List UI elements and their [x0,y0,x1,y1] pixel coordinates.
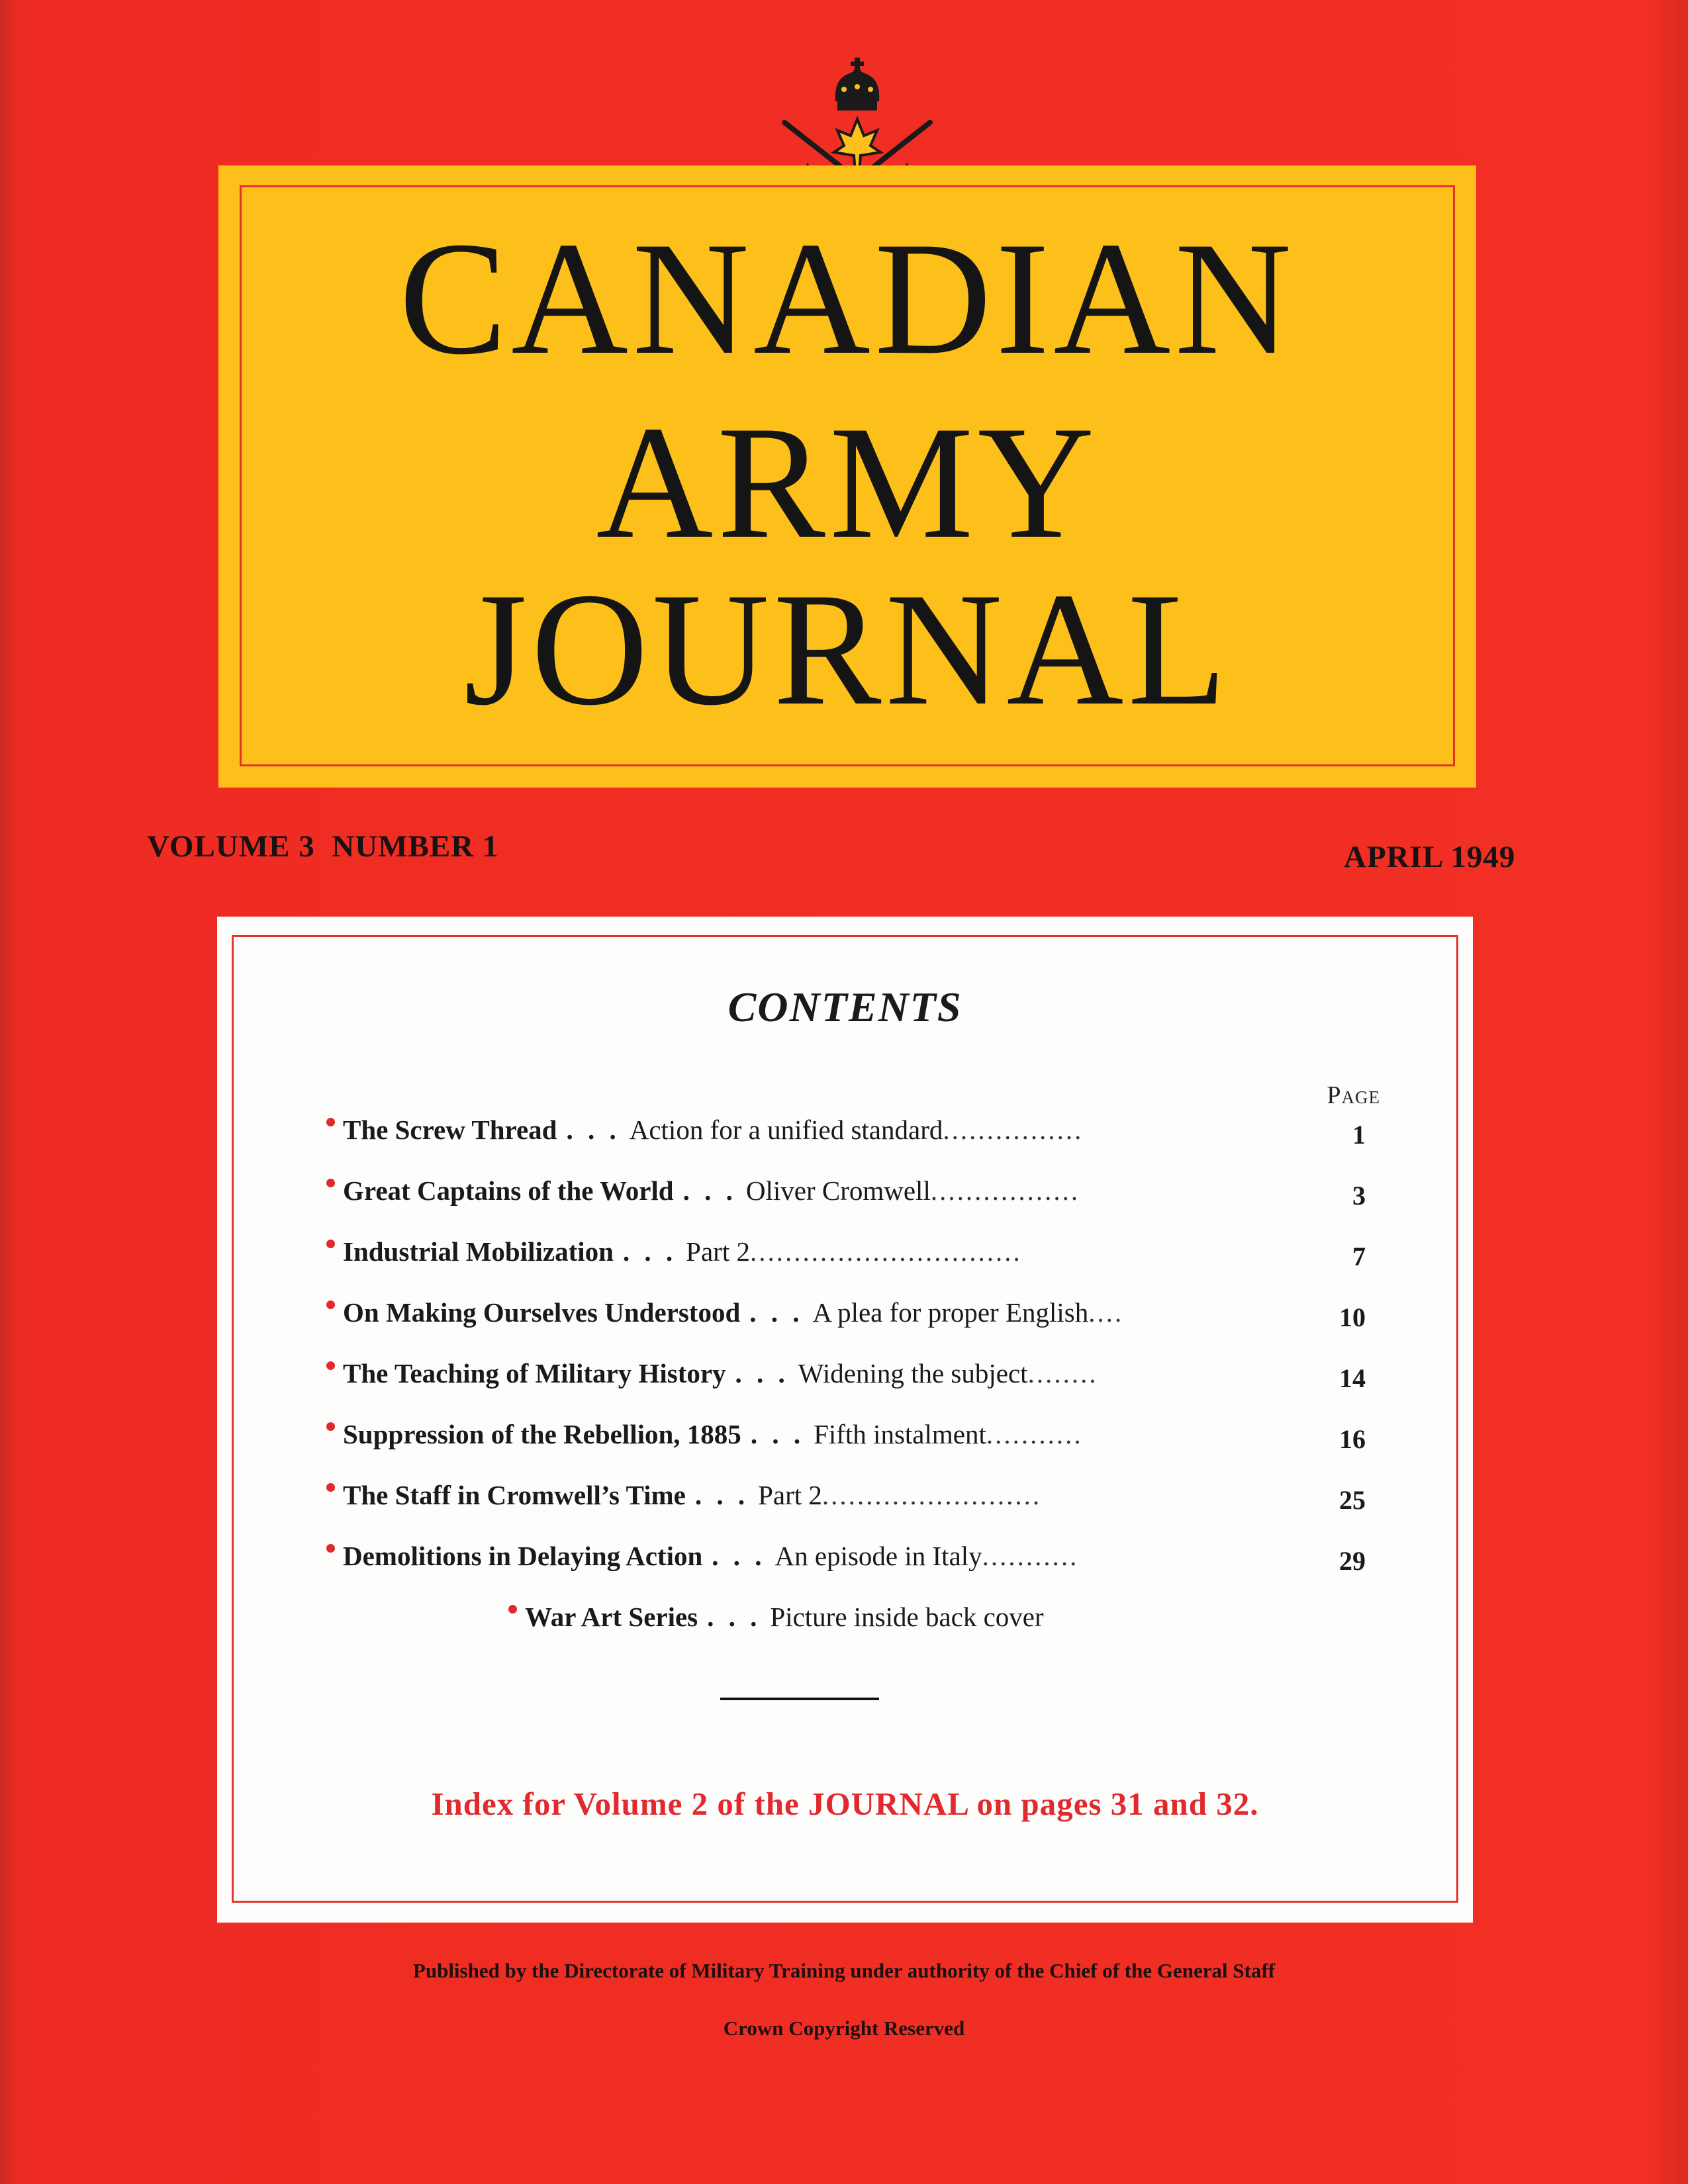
entry-title: Demolitions in Delaying Action [343,1541,703,1571]
entry-subtitle: An episode in Italy [774,1541,982,1571]
entry-subtitle: Part 2 [758,1480,822,1510]
entry-separator: . . . [682,1175,737,1206]
entry-page: 14 [1339,1363,1366,1393]
entry-title: The Staff in Cromwell’s Time [343,1480,686,1510]
entry-title: Great Captains of the World [343,1175,674,1206]
entry-separator: . . . [735,1358,789,1388]
entry-title: Industrial Mobilization [343,1236,614,1267]
entry-separator: . . . [622,1236,677,1267]
contents-entry[interactable] [326,1297,1366,1336]
bullet-icon [326,1118,335,1126]
entry-page: 29 [1339,1546,1366,1576]
masthead-title-line-1: CANADIAN [399,208,1296,388]
divider-rule [720,1698,879,1700]
bullet-icon [326,1544,335,1553]
contents-heading: CONTENTS [727,983,962,1030]
contents-entry[interactable] [326,1540,1366,1580]
entry-title: On Making Ourselves Understood [343,1297,741,1328]
entry-subtitle: Action for a unified standard [629,1115,943,1145]
leader-dots: ................ [943,1115,1084,1145]
bullet-icon [326,1422,335,1431]
index-note: Index for Volume 2 of the JOURNAL on pages 31 and 32. [431,1786,1259,1822]
copyright-line: Crown Copyright Reserved [723,2017,965,2040]
bullet-icon [508,1605,517,1614]
entry-title: The Teaching of Military History [343,1358,726,1388]
entry-subtitle: Picture inside back cover [770,1602,1044,1632]
bullet-icon [326,1179,335,1187]
entry-separator: . . . [707,1602,761,1632]
entry-page: 1 [1352,1120,1366,1150]
bullet-icon [326,1483,335,1492]
entry-page: 7 [1352,1242,1366,1271]
entry-subtitle: Part 2 [686,1236,750,1267]
bullet-icon [326,1361,335,1370]
issue-date: APRIL 1949 [1344,840,1516,874]
contents-entry[interactable] [326,1418,1366,1458]
entry-title: The Screw Thread [343,1115,557,1145]
entry-page: 10 [1339,1302,1366,1332]
leader-dots: ........ [1027,1358,1098,1388]
contents-entry[interactable] [326,1114,1366,1154]
bullet-icon [326,1240,335,1248]
leader-dots: ......................... [821,1480,1042,1510]
publisher-line: Published by the Directorate of Military Training under authority of the Chief of the General Staff [412,1959,1276,1982]
leader-dots: ................. [930,1175,1080,1206]
leader-dots: ........... [986,1419,1083,1449]
masthead-title-line-3: JOURNAL [463,559,1231,739]
contents-entry[interactable] [508,1601,1237,1641]
entry-separator: . . . [749,1297,804,1328]
contents-entry[interactable] [326,1479,1366,1519]
leader-dots: .... [1088,1297,1124,1328]
contents-entry[interactable] [326,1175,1366,1214]
contents-entry[interactable] [326,1236,1366,1275]
bullet-icon [326,1300,335,1309]
entry-separator: . . . [750,1419,805,1449]
entry-subtitle: A plea for proper English [812,1297,1089,1328]
leader-dots: ........... [982,1541,1079,1571]
entry-title: Suppression of the Rebellion, 1885 [343,1419,741,1449]
entry-page: 3 [1352,1181,1366,1210]
entry-subtitle: Widening the subject [798,1358,1028,1388]
entry-page: 16 [1339,1424,1366,1454]
contents-entry[interactable] [326,1357,1366,1397]
entry-separator: . . . [566,1115,620,1145]
entry-separator: . . . [712,1541,766,1571]
masthead-title-line-2: ARMY [596,392,1099,572]
entry-page: 25 [1339,1485,1366,1515]
leader-dots: ............................... [749,1236,1022,1267]
contents-panel [217,917,1473,1923]
masthead-panel [218,165,1476,788]
entry-title: War Art Series [525,1602,698,1632]
entry-subtitle: Oliver Cromwell [745,1175,931,1206]
entry-subtitle: Fifth instalment [814,1419,986,1449]
entry-separator: . . . [694,1480,749,1510]
volume-number: VOLUME 3 NUMBER 1 [147,829,499,864]
page-column-label: Page [1327,1081,1380,1109]
